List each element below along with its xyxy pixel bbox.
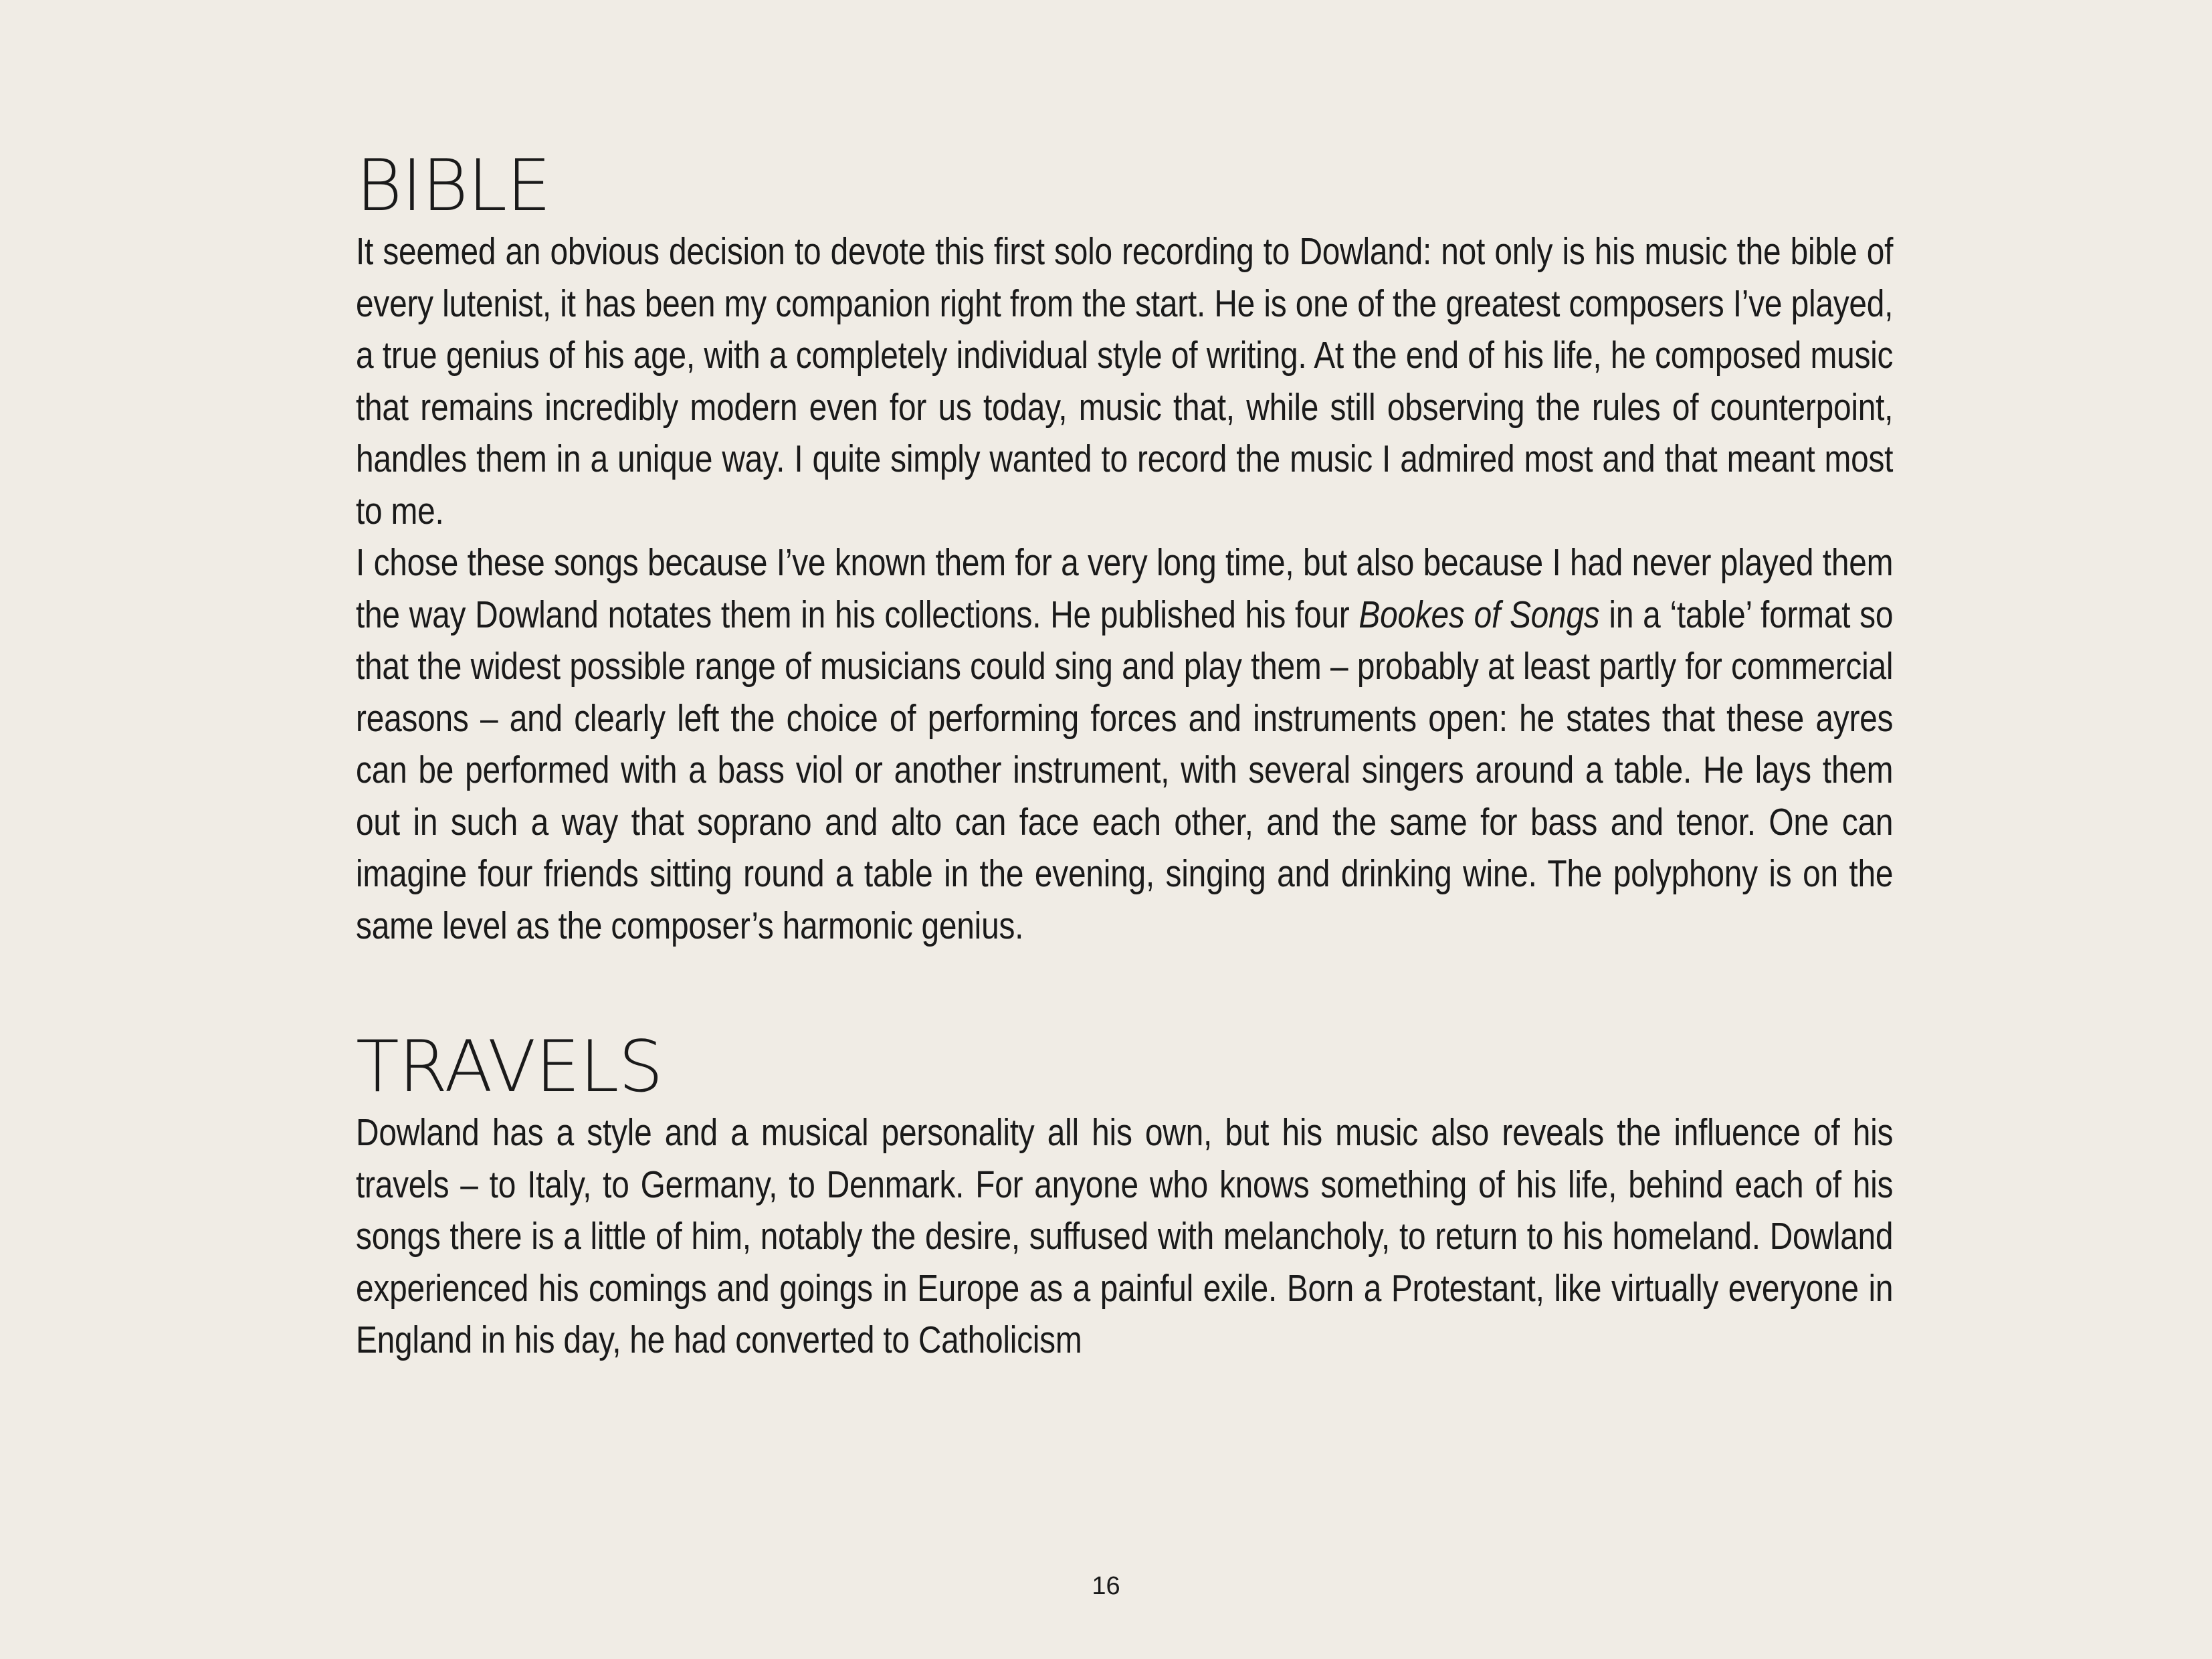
section-bible	[356, 146, 1893, 952]
section-body-bible	[356, 226, 1893, 952]
paragraph-text: I chose these songs because I’ve known them for a very long time, but also because I had never played them the way Dowland notates them in his collections. He published his four	[356, 541, 1894, 636]
paragraph	[356, 537, 1893, 952]
section-body-travels	[356, 1107, 1893, 1367]
paragraph: Dowland has a style and a musical personality all his own, but his music also reveals the influence of his travels – to Italy, to Germany, to Denmark. For anyone who knows something of his life, behind each of his songs there is a little of him, notably the desire, suffused with melancholy, to return to his homeland. Dowland experienced his comings and goings in Europe as a painful exile. Born a Protestant, like virtually everyone in England in his day, he had converted to Catholicism	[356, 1111, 1894, 1361]
section-travels	[356, 1027, 1893, 1367]
section-heading-bible: BIBLE	[356, 144, 551, 227]
text-column	[356, 146, 1893, 1367]
section-heading-travels: TRAVELS	[356, 1026, 663, 1108]
paragraph-text: in a ‘table’ format so that the widest possible range of musicians could sing and play them – probably at least partly for commercial reasons – and clearly left the choice of performing forces and instruments open: he states that these ayres can be performed with a bass viol or another instrument, with several singers around a table. He lays them out in such a way that soprano and alto can face each other, and the same for bass and tenor. One can imagine four friends sitting round a table in the evening, singing and drinking wine. The polyphony is on the same level as the composer’s harmonic genius.	[356, 593, 1894, 947]
paragraph: It seemed an obvious decision to devote this first solo recording to Dowland: not only is his music the bible of every lutenist, it has been my companion right from the start. He is one of the greatest composers I’ve played, a true genius of his age, with a completely individual style of writing. At the end of his life, he composed music that remains incredibly modern even for us today, music that, while still observing the rules of counterpoint, handles them in a unique way. I quite simply wanted to record the music I admired most and that meant most to me.	[356, 230, 1894, 532]
book-title-italic: Bookes of Songs	[1359, 593, 1600, 636]
page-number: 16	[1092, 1572, 1120, 1600]
